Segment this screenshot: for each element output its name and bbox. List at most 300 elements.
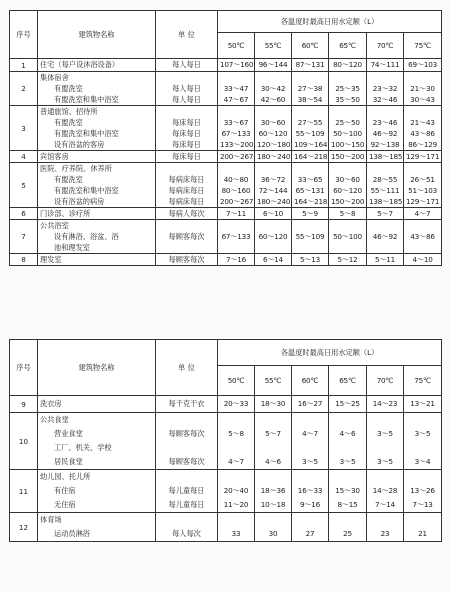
header-temp: 50℃ bbox=[218, 33, 255, 59]
cell-line: 200～267 bbox=[220, 152, 254, 161]
row-seq: 7 bbox=[10, 220, 38, 254]
cell-line bbox=[331, 72, 364, 83]
cell-line: 92～138 bbox=[370, 140, 400, 149]
cell-line: 33～67 bbox=[223, 118, 249, 127]
cell-line: 每病床每日 bbox=[168, 186, 205, 195]
cell-line: 30～42 bbox=[260, 84, 286, 93]
cell-line: 设有浴盆的客房 bbox=[54, 140, 105, 149]
cell-line bbox=[369, 220, 401, 231]
cell-line: 4～7 bbox=[302, 429, 318, 438]
cell-line: 6～10 bbox=[262, 209, 284, 218]
cell-line bbox=[294, 513, 326, 527]
cell-line bbox=[294, 441, 326, 455]
cell-line: 7～13 bbox=[412, 500, 433, 509]
table-row bbox=[10, 59, 442, 72]
cell-line: 3～5 bbox=[339, 457, 356, 466]
cell-line: 5～12 bbox=[337, 255, 358, 264]
header-temp: 65℃ bbox=[329, 366, 367, 396]
cell-line: 26～51 bbox=[410, 175, 435, 184]
row-quota-value bbox=[367, 59, 404, 72]
row-quota-value bbox=[329, 163, 367, 208]
row-quota-value bbox=[218, 208, 255, 220]
table-1-body bbox=[10, 59, 442, 266]
row-quota-value bbox=[329, 254, 367, 266]
cell-line: 3～5 bbox=[302, 457, 318, 466]
row-quota-value bbox=[367, 163, 404, 208]
cell-line: 11～20 bbox=[223, 500, 249, 509]
row-unit bbox=[156, 106, 218, 151]
cell-line: 21～43 bbox=[410, 118, 435, 127]
row-quota-value bbox=[218, 151, 255, 163]
cell-line bbox=[294, 72, 326, 83]
table-row bbox=[10, 106, 442, 151]
row-seq: 10 bbox=[10, 413, 38, 470]
cell-line bbox=[220, 106, 252, 117]
cell-line bbox=[331, 242, 364, 253]
row-quota-value bbox=[367, 220, 404, 254]
cell-line: 40～80 bbox=[223, 175, 249, 184]
header-temp: 55℃ bbox=[255, 33, 292, 59]
row-quota-value bbox=[404, 396, 442, 413]
cell-line: 23～32 bbox=[372, 84, 398, 93]
cell-line: 14～28 bbox=[372, 486, 398, 495]
row-quota-value bbox=[292, 254, 329, 266]
cell-line: 每床每日 bbox=[172, 152, 201, 161]
cell-line: 宾馆客房 bbox=[40, 152, 69, 161]
cell-line bbox=[158, 72, 215, 83]
cell-line bbox=[158, 413, 215, 427]
row-quota-value bbox=[367, 208, 404, 220]
table-row bbox=[10, 220, 442, 254]
row-quota-value bbox=[404, 106, 442, 151]
cell-line bbox=[331, 220, 364, 231]
row-quota-value bbox=[404, 59, 442, 72]
cell-line: 8～15 bbox=[337, 500, 358, 509]
row-quota-value bbox=[218, 513, 255, 542]
header-temp: 65℃ bbox=[329, 33, 367, 59]
row-quota-value bbox=[404, 413, 442, 470]
table-row bbox=[10, 470, 442, 513]
row-quota-value bbox=[329, 106, 367, 151]
cell-line bbox=[220, 470, 252, 484]
header-temp: 55℃ bbox=[255, 366, 292, 396]
cell-line bbox=[158, 441, 215, 455]
cell-line: 120～180 bbox=[257, 140, 291, 149]
header-name: 建筑物名称 bbox=[38, 11, 156, 59]
cell-line: 150～200 bbox=[331, 197, 365, 206]
cell-line bbox=[294, 106, 326, 117]
cell-line bbox=[220, 72, 252, 83]
water-quota-table-1 bbox=[9, 10, 442, 266]
row-building-name bbox=[38, 413, 156, 470]
header-temp: 70℃ bbox=[367, 366, 404, 396]
cell-line: 每顾客每次 bbox=[168, 457, 205, 466]
cell-line bbox=[406, 441, 439, 455]
table-row bbox=[10, 513, 442, 542]
cell-line: 每人每日 bbox=[172, 95, 201, 104]
cell-line: 16～27 bbox=[297, 399, 323, 408]
cell-line: 运动员淋浴 bbox=[54, 529, 90, 538]
cell-line: 30 bbox=[268, 529, 278, 538]
cell-line bbox=[369, 242, 401, 253]
cell-line: 150～200 bbox=[331, 152, 365, 161]
row-quota-value bbox=[255, 470, 292, 513]
cell-line: 13～21 bbox=[410, 399, 435, 408]
header-unit: 单 位 bbox=[156, 340, 218, 396]
cell-line: 每床每日 bbox=[172, 140, 201, 149]
cell-line: 180～240 bbox=[257, 152, 291, 161]
cell-line: 74～111 bbox=[370, 60, 400, 69]
cell-line: 理发室 bbox=[40, 255, 62, 264]
row-quota-value bbox=[292, 72, 329, 106]
row-seq: 12 bbox=[10, 513, 38, 542]
row-unit bbox=[156, 151, 218, 163]
cell-line: 每病人每次 bbox=[168, 209, 205, 218]
cell-line: 4～7 bbox=[414, 209, 431, 218]
cell-line bbox=[331, 106, 364, 117]
row-quota-value bbox=[292, 396, 329, 413]
cell-line bbox=[331, 163, 364, 174]
row-seq: 9 bbox=[10, 396, 38, 413]
row-quota-value bbox=[404, 151, 442, 163]
row-quota-value bbox=[404, 220, 442, 254]
cell-line: 109～164 bbox=[294, 140, 328, 149]
row-quota-value bbox=[292, 163, 329, 208]
cell-line: 30～43 bbox=[410, 95, 435, 104]
cell-line bbox=[257, 413, 289, 427]
cell-line: 38～54 bbox=[297, 95, 323, 104]
row-quota-value bbox=[329, 208, 367, 220]
cell-line: 有盥洗室和集中浴室 bbox=[54, 186, 119, 195]
row-unit bbox=[156, 208, 218, 220]
cell-line: 36～72 bbox=[260, 175, 286, 184]
row-unit bbox=[156, 470, 218, 513]
cell-line: 5～11 bbox=[374, 255, 396, 264]
cell-line: 138～185 bbox=[369, 197, 403, 206]
row-building-name bbox=[38, 106, 156, 151]
cell-line bbox=[406, 72, 439, 83]
row-unit bbox=[156, 513, 218, 542]
cell-line: 200～267 bbox=[220, 197, 254, 206]
row-unit bbox=[156, 163, 218, 208]
row-quota-value bbox=[367, 72, 404, 106]
cell-line: 43～86 bbox=[410, 129, 435, 138]
row-building-name bbox=[38, 163, 156, 208]
row-unit bbox=[156, 59, 218, 72]
cell-line: 每顾客每次 bbox=[168, 255, 205, 264]
cell-line: 51～103 bbox=[408, 186, 437, 195]
cell-line: 129～171 bbox=[406, 197, 440, 206]
row-quota-value bbox=[255, 396, 292, 413]
cell-line bbox=[257, 242, 289, 253]
cell-line bbox=[294, 470, 326, 484]
row-quota-value bbox=[255, 208, 292, 220]
cell-line: 129～171 bbox=[406, 152, 440, 161]
row-quota-value bbox=[255, 163, 292, 208]
cell-line: 设有淋浴、浴盆、浴 bbox=[54, 232, 119, 241]
header-temp: 60℃ bbox=[292, 33, 329, 59]
cell-line: 65～131 bbox=[295, 186, 325, 195]
row-quota-value bbox=[292, 413, 329, 470]
cell-line bbox=[220, 441, 252, 455]
row-quota-value bbox=[404, 72, 442, 106]
cell-line: 4～7 bbox=[228, 457, 244, 466]
cell-line: 公共浴室 bbox=[40, 221, 69, 230]
cell-line: 14～23 bbox=[372, 399, 398, 408]
cell-line: 工厂、机关、学校 bbox=[54, 443, 112, 452]
cell-line bbox=[369, 72, 401, 83]
cell-line: 33～47 bbox=[223, 84, 249, 93]
cell-line bbox=[369, 413, 401, 427]
water-quota-table-2 bbox=[9, 339, 442, 542]
row-quota-value bbox=[367, 396, 404, 413]
cell-line: 池和理发室 bbox=[54, 243, 90, 252]
row-quota-value bbox=[292, 59, 329, 72]
cell-line: 6～14 bbox=[262, 255, 284, 264]
row-building-name bbox=[38, 72, 156, 106]
cell-line bbox=[331, 470, 364, 484]
cell-line: 27～55 bbox=[297, 118, 323, 127]
row-quota-value bbox=[218, 396, 255, 413]
cell-line: 5～8 bbox=[228, 429, 244, 438]
row-quota-value bbox=[292, 220, 329, 254]
table-row bbox=[10, 254, 442, 266]
cell-line bbox=[331, 513, 364, 527]
row-unit bbox=[156, 254, 218, 266]
cell-line: 180～240 bbox=[257, 197, 291, 206]
cell-line: 60～120 bbox=[258, 129, 288, 138]
cell-line: 每人每日 bbox=[172, 84, 201, 93]
cell-line: 28～55 bbox=[372, 175, 398, 184]
cell-line bbox=[406, 513, 439, 527]
row-unit bbox=[156, 72, 218, 106]
cell-line: 16～33 bbox=[297, 486, 323, 495]
cell-line: 每病床每日 bbox=[168, 175, 205, 184]
cell-line: 30～60 bbox=[260, 118, 286, 127]
cell-line: 住宅（每户设沐浴设备） bbox=[40, 60, 120, 69]
row-quota-value bbox=[255, 106, 292, 151]
row-quota-value bbox=[255, 513, 292, 542]
cell-line: 87～131 bbox=[295, 60, 325, 69]
cell-line: 10～18 bbox=[260, 500, 286, 509]
row-seq: 3 bbox=[10, 106, 38, 151]
cell-line bbox=[257, 441, 289, 455]
cell-line bbox=[294, 242, 326, 253]
cell-line: 55～111 bbox=[370, 186, 400, 195]
cell-line: 4～10 bbox=[412, 255, 433, 264]
cell-line: 46～92 bbox=[372, 232, 398, 241]
cell-line: 有住宿 bbox=[54, 486, 76, 495]
cell-line: 有盥洗室 bbox=[54, 118, 83, 127]
cell-line: 46～92 bbox=[372, 129, 398, 138]
cell-line: 33～65 bbox=[297, 175, 323, 184]
cell-line bbox=[158, 513, 215, 527]
cell-line: 每病床每日 bbox=[168, 197, 205, 206]
cell-line: 每顾客每次 bbox=[168, 232, 205, 241]
row-seq: 1 bbox=[10, 59, 38, 72]
cell-line: 每床每日 bbox=[172, 129, 201, 138]
header-temp: 75℃ bbox=[404, 366, 442, 396]
cell-line bbox=[331, 441, 364, 455]
cell-line bbox=[220, 220, 252, 231]
row-quota-value bbox=[218, 413, 255, 470]
header-temp: 50℃ bbox=[218, 366, 255, 396]
cell-line: 5～7 bbox=[377, 209, 393, 218]
cell-line bbox=[257, 106, 289, 117]
cell-line: 20～40 bbox=[223, 486, 249, 495]
row-quota-value bbox=[329, 72, 367, 106]
cell-line bbox=[257, 513, 289, 527]
cell-line: 164～218 bbox=[294, 197, 328, 206]
row-building-name bbox=[38, 208, 156, 220]
cell-line: 有盥洗室和集中浴室 bbox=[54, 95, 119, 104]
cell-line: 每床每日 bbox=[172, 118, 201, 127]
cell-line: 每千克干衣 bbox=[168, 399, 205, 408]
table-row bbox=[10, 208, 442, 220]
row-quota-value bbox=[292, 513, 329, 542]
cell-line bbox=[257, 163, 289, 174]
cell-line bbox=[158, 220, 215, 231]
row-building-name bbox=[38, 396, 156, 413]
cell-line bbox=[220, 513, 252, 527]
cell-line: 21～30 bbox=[410, 84, 435, 93]
cell-line: 有盥洗室 bbox=[54, 84, 83, 93]
cell-line: 7～16 bbox=[225, 255, 247, 264]
cell-line: 设有浴盆的病房 bbox=[54, 197, 105, 206]
row-building-name bbox=[38, 220, 156, 254]
cell-line: 每人每次 bbox=[172, 529, 201, 538]
cell-line: 4～6 bbox=[339, 429, 356, 438]
header-temp: 60℃ bbox=[292, 366, 329, 396]
table-2-body bbox=[10, 396, 442, 542]
row-quota-value bbox=[367, 151, 404, 163]
header-seq: 序号 bbox=[10, 11, 38, 59]
header-temp: 75℃ bbox=[404, 33, 442, 59]
cell-line bbox=[158, 163, 215, 174]
cell-line bbox=[406, 242, 439, 253]
row-quota-value bbox=[367, 106, 404, 151]
row-seq: 6 bbox=[10, 208, 38, 220]
row-quota-value bbox=[292, 151, 329, 163]
cell-line: 洗衣房 bbox=[40, 399, 62, 408]
cell-line bbox=[220, 242, 252, 253]
cell-line: 47～67 bbox=[223, 95, 249, 104]
row-quota-value bbox=[404, 208, 442, 220]
row-quota-value bbox=[367, 513, 404, 542]
cell-line: 138～185 bbox=[369, 152, 403, 161]
cell-line: 27～38 bbox=[297, 84, 323, 93]
row-quota-value bbox=[218, 220, 255, 254]
cell-line: 80～160 bbox=[221, 186, 251, 195]
cell-line: 4～6 bbox=[265, 457, 281, 466]
cell-line: 每顾客每次 bbox=[168, 429, 205, 438]
table-row bbox=[10, 396, 442, 413]
row-quota-value bbox=[329, 220, 367, 254]
row-quota-value bbox=[255, 59, 292, 72]
cell-line: 33 bbox=[231, 529, 241, 538]
table-row bbox=[10, 72, 442, 106]
cell-line: 15～25 bbox=[335, 399, 360, 408]
cell-line: 21 bbox=[418, 529, 427, 538]
cell-line bbox=[369, 513, 401, 527]
cell-line: 35～50 bbox=[335, 95, 360, 104]
cell-line: 3～5 bbox=[414, 429, 431, 438]
cell-line: 32～46 bbox=[372, 95, 398, 104]
cell-line: 164～218 bbox=[294, 152, 328, 161]
cell-line: 60～120 bbox=[333, 186, 362, 195]
cell-line: 23～46 bbox=[372, 118, 398, 127]
cell-line bbox=[158, 470, 215, 484]
cell-line: 体育场 bbox=[40, 515, 62, 524]
header-seq: 序号 bbox=[10, 340, 38, 396]
row-unit bbox=[156, 413, 218, 470]
row-quota-value bbox=[255, 413, 292, 470]
cell-line: 25～50 bbox=[335, 118, 360, 127]
table-row bbox=[10, 151, 442, 163]
row-quota-value bbox=[292, 470, 329, 513]
cell-line bbox=[257, 72, 289, 83]
row-building-name bbox=[38, 59, 156, 72]
cell-line bbox=[406, 413, 439, 427]
cell-line bbox=[257, 220, 289, 231]
cell-line: 5～9 bbox=[302, 209, 318, 218]
cell-line: 25 bbox=[343, 529, 352, 538]
row-quota-value bbox=[218, 59, 255, 72]
row-quota-value bbox=[255, 72, 292, 106]
cell-line: 67～133 bbox=[221, 232, 251, 241]
cell-line: 133～200 bbox=[220, 140, 254, 149]
row-seq: 4 bbox=[10, 151, 38, 163]
cell-line: 幼儿园、托儿所 bbox=[40, 472, 91, 481]
row-unit bbox=[156, 396, 218, 413]
cell-line bbox=[406, 220, 439, 231]
row-quota-value bbox=[292, 106, 329, 151]
cell-line: 72～144 bbox=[258, 186, 288, 195]
row-quota-value bbox=[404, 163, 442, 208]
cell-line: 门诊部、诊疗所 bbox=[40, 209, 91, 218]
row-quota-value bbox=[329, 396, 367, 413]
header-group: 各温度时最高日用水定额（L） bbox=[218, 340, 442, 366]
cell-line bbox=[294, 413, 326, 427]
cell-line: 96～144 bbox=[258, 60, 288, 69]
cell-line: 9～16 bbox=[299, 500, 321, 509]
cell-line: 居民食堂 bbox=[54, 457, 83, 466]
row-building-name bbox=[38, 470, 156, 513]
cell-line: 集体宿舍 bbox=[40, 73, 69, 82]
cell-line: 18～30 bbox=[260, 399, 286, 408]
cell-line: 无住宿 bbox=[54, 500, 76, 509]
cell-line bbox=[369, 441, 401, 455]
row-quota-value bbox=[367, 413, 404, 470]
cell-line bbox=[369, 470, 401, 484]
cell-line bbox=[220, 163, 252, 174]
row-seq: 11 bbox=[10, 470, 38, 513]
cell-line bbox=[369, 106, 401, 117]
cell-line: 80～120 bbox=[333, 60, 362, 69]
cell-line: 每儿童每日 bbox=[168, 486, 205, 495]
cell-line: 23 bbox=[380, 529, 390, 538]
row-quota-value bbox=[329, 470, 367, 513]
row-quota-value bbox=[367, 254, 404, 266]
row-quota-value bbox=[218, 72, 255, 106]
row-seq: 5 bbox=[10, 163, 38, 208]
cell-line: 每人每日 bbox=[172, 60, 201, 69]
cell-line bbox=[158, 242, 215, 253]
row-quota-value bbox=[218, 254, 255, 266]
row-quota-value bbox=[255, 220, 292, 254]
header-unit: 单 位 bbox=[156, 11, 218, 59]
cell-line bbox=[406, 163, 439, 174]
